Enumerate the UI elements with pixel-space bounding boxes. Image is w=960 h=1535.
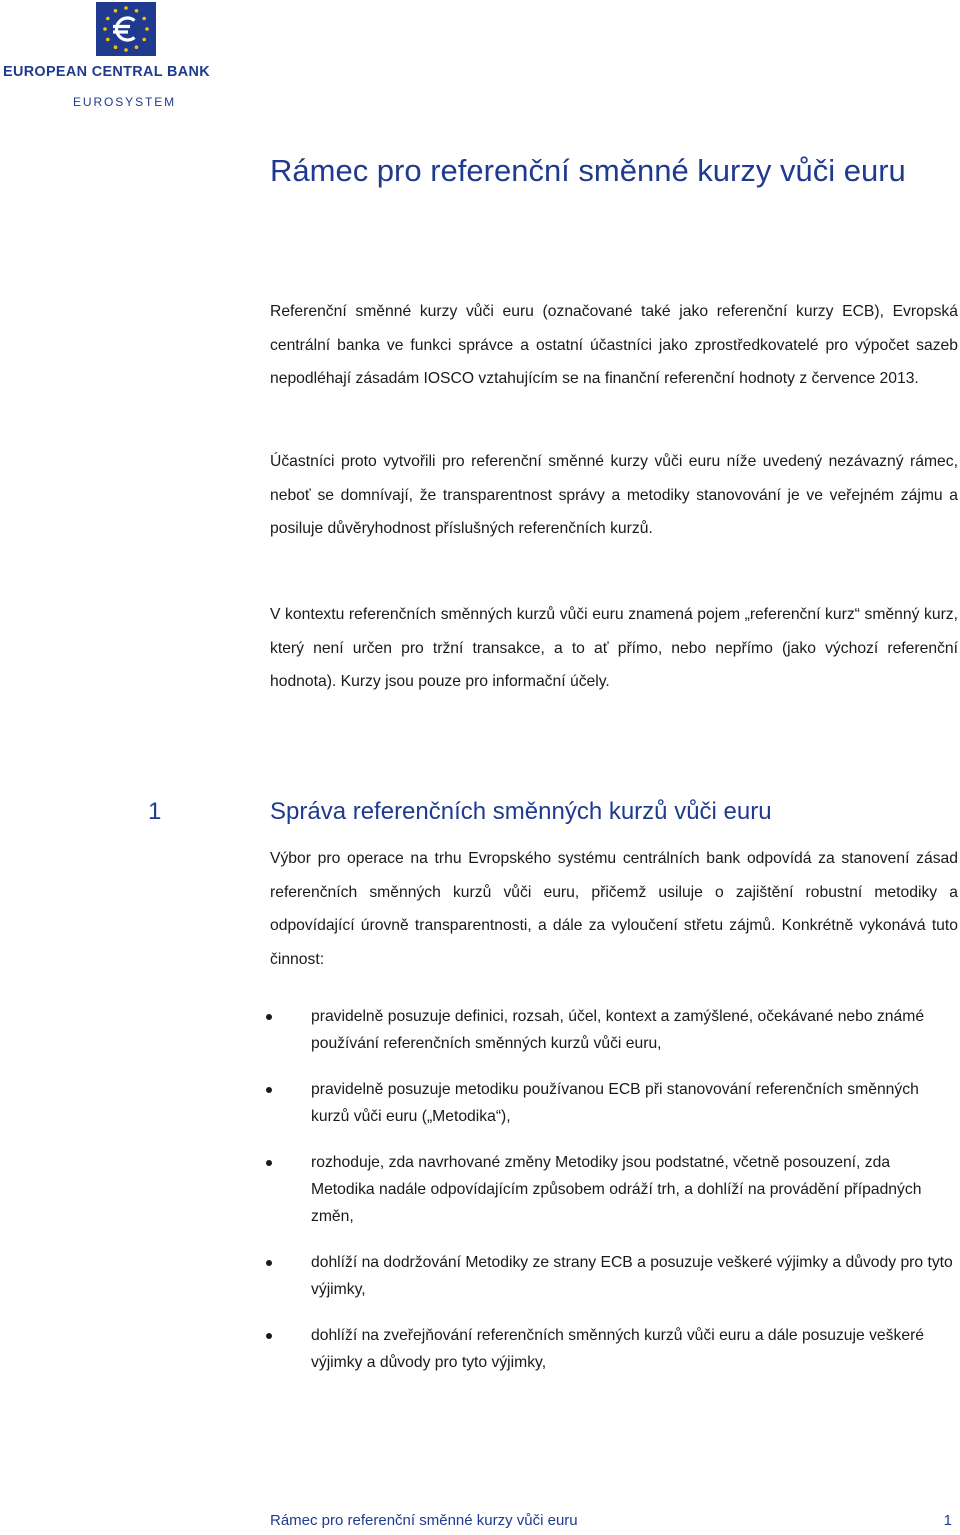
section-intro-paragraph: Výbor pro operace na trhu Evropského systému centrálních bank odpovídá za stanovení zásad referenčních směnných kurzů vůči euru, přičemž usiluje o zajištění robustní metodiky a odpovídající úrovně transparentnosti, a dále za vyloučení střetu zájmů. Konkrétně vykonává tuto činnost: (270, 850, 958, 968)
bullet-icon (266, 1260, 272, 1266)
bullet-icon (266, 1014, 272, 1020)
intro-paragraph-1: Referenční směnné kurzy vůči euru (označované také jako referenční kurzy ECB), Evropská centrální banka ve funkci správce a ostatní účastníci jako zprostředkovatelé pro výpočet sazeb nepodléhají zásadám IOSCO vztahujícím se na finanční referenční hodnoty z července 2013. (270, 303, 958, 387)
euro-sign-with-stars-icon (96, 2, 156, 56)
bank-name: EUROPEAN CENTRAL BANK (3, 64, 210, 80)
list-item-text: dohlíží na zveřejňování referenčních směnných kurzů vůči euru a dále posuzuje veškeré výjimky a důvody pro tyto výjimky, (311, 1327, 925, 1371)
bank-subtitle: EUROSYSTEM (73, 95, 177, 109)
page-title: Rámec pro referenční směnné kurzy vůči euru (270, 153, 906, 188)
bullet-icon (266, 1087, 272, 1093)
footer-title: Rámec pro referenční směnné kurzy vůči euru (270, 1512, 578, 1529)
list-item-text: dohlíží na dodržování Metodiky ze strany ECB a posuzuje veškeré výjimky a důvody pro tyto výjimky, (311, 1254, 953, 1298)
bullet-icon (266, 1160, 272, 1166)
intro-paragraph-2: Účastníci proto vytvořili pro referenční směnné kurzy vůči euru níže uvedený nezávazný rámec, neboť se domnívají, že transparentnost správy a metodiky stanovování je ve veřejném zájmu a posiluje důvěryhodnost příslušných referenčních kurzů. (270, 453, 958, 537)
section-number: 1 (148, 798, 162, 825)
ecb-logo (0, 0, 260, 115)
intro-paragraph-3: V kontextu referenčních směnných kurzů vůči euru znamená pojem „referenční kurz“ směnný kurz, který není určen pro tržní transakce, a to ať přímo, nebo nepřímo (jako výchozí referenční hodnota). Kurzy jsou pouze pro informační účely. (270, 606, 958, 690)
section-heading: Správa referenčních směnných kurzů vůči euru (270, 798, 772, 825)
list-item-text: pravidelně posuzuje metodiku používanou ECB při stanovování referenčních směnných kurzů vůči euru („Metodika“), (311, 1081, 919, 1125)
page-number: 1 (943, 1512, 952, 1529)
list-item-text: rozhoduje, zda navrhované změny Metodiky jsou podstatné, včetně posouzení, zda Metodika nadále odpovídajícím způsobem odráží trh, a dohlíží na provádění případných změn, (311, 1154, 922, 1225)
page-footer (270, 1512, 958, 1534)
list-item-text: pravidelně posuzuje definici, rozsah, účel, kontext a zamýšlené, očekávané nebo známé používání referenčních směnných kurzů vůči euru, (311, 1008, 925, 1052)
bullet-icon (266, 1333, 272, 1339)
